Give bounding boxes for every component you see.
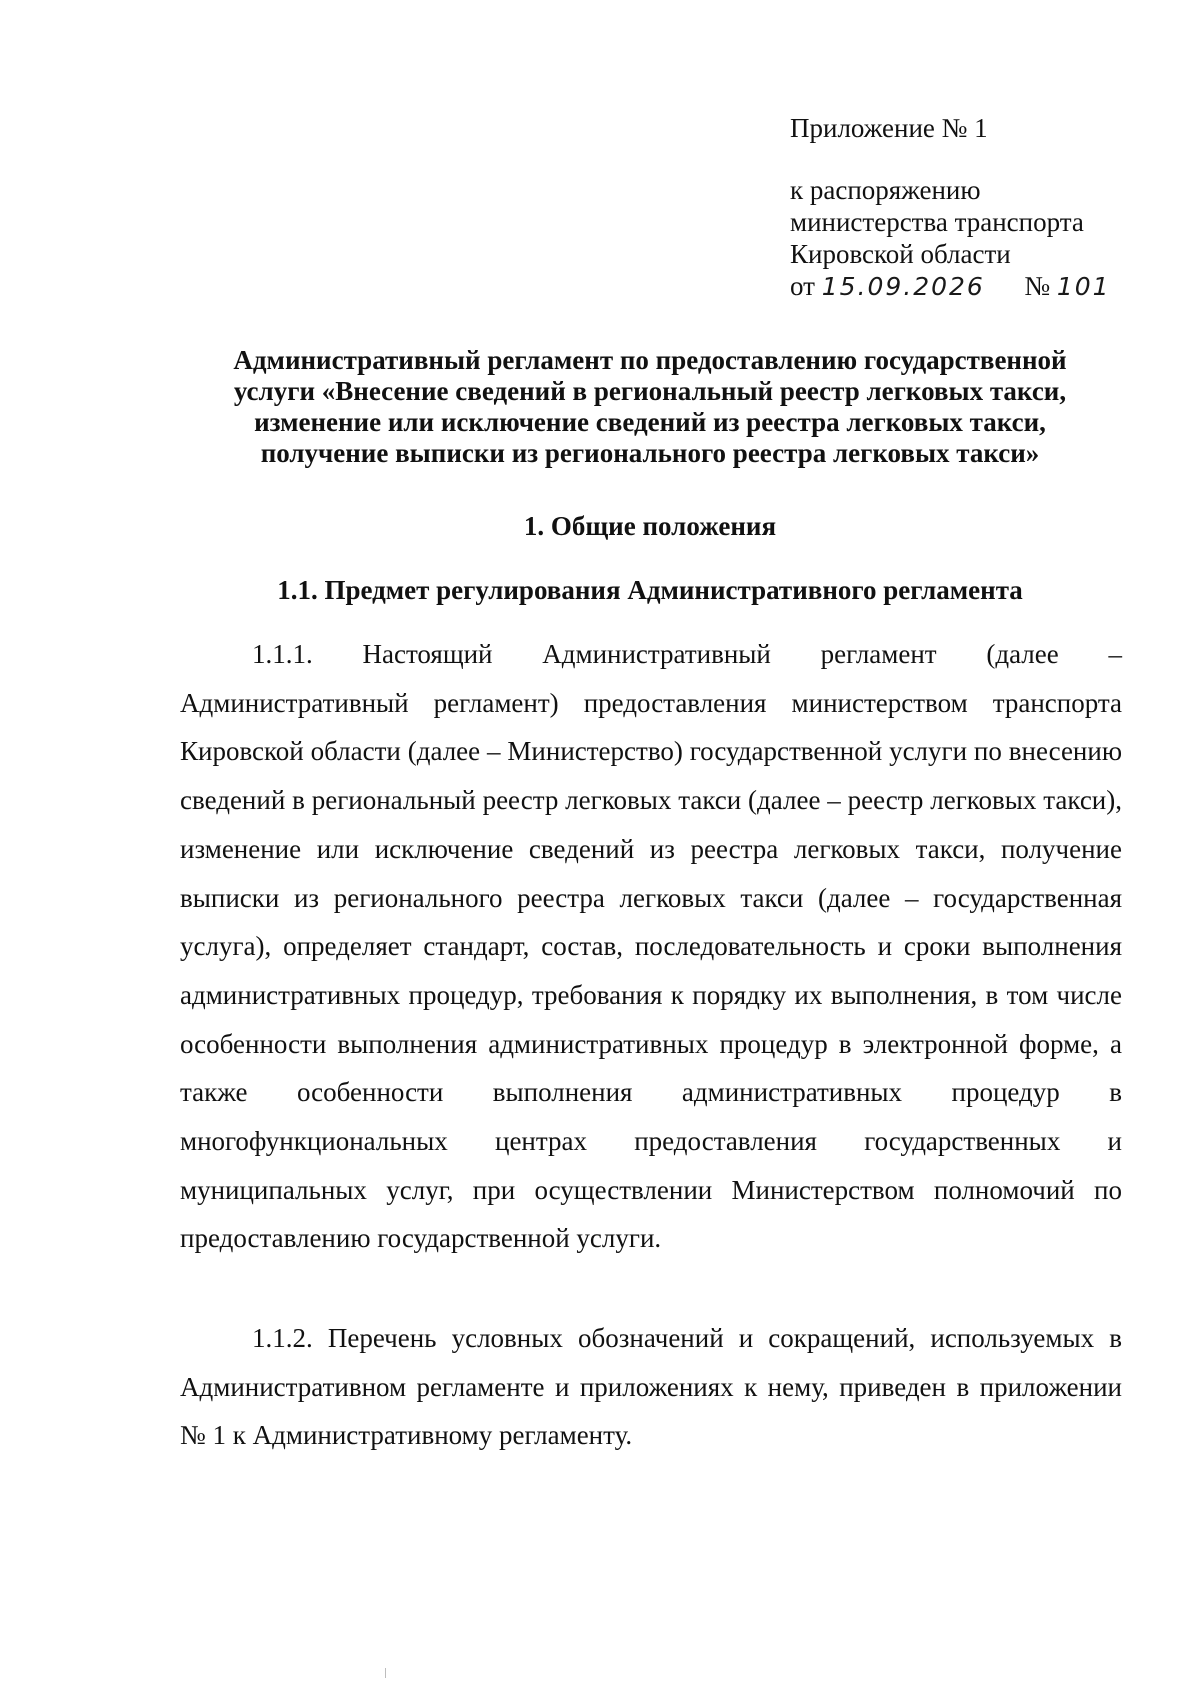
handwritten-date: 15.09.2026 [821, 272, 985, 301]
annex-header [790, 112, 1120, 303]
paragraph-1-1-2 [180, 1314, 1122, 1460]
document-title-line-1: Административный регламент по предоставлению государственной [233, 345, 1067, 375]
annex-line-3: Кировской области [790, 239, 1011, 269]
paragraph-text: 1.1.2. Перечень условных обозначений и сокращений, используемых в Административном регламенте и приложениях к нему, приведен в приложении № 1 к Административному регламенту. [180, 1323, 1122, 1451]
handwritten-number: 101 [1056, 272, 1111, 301]
document-title-line-3: изменение или исключение сведений из реестра легковых такси, [254, 407, 1046, 437]
section-heading: 1. Общие положения [523, 511, 777, 541]
annex-line-1: к распоряжению [790, 175, 981, 205]
subsection-heading: 1.1. Предмет регулирования Административного регламента [277, 575, 1023, 605]
document-title-line-4: получение выписки из регионального реестра легковых такси» [260, 438, 1040, 468]
document-title [200, 345, 1100, 469]
paragraph-text: 1.1.1. Настоящий Административный регламент (далее – Административный регламент) предоставления министерством транспорта Кировской области (далее – Министерство) государственной услуги по внесению сведений в региональный реестр легковых такси (далее – реестр легковых такси), изменение или исключение сведений из реестра легковых такси, получение выписки из регионального реестра легковых такси (далее – государственная услуга), определяет стандарт, состав, последовательность и сроки выполнения административных процедур, требования к порядку их выполнения, в том числе особенности выполнения административных процедур в электронной форме, а также особенности выполнения административных процедур в многофункциональных центрах предоставления государственных и муниципальных услуг, при осуществлении Министерством полномочий по предоставлению государственной услуги. [180, 639, 1122, 1254]
number-prefix: № [1024, 271, 1051, 301]
date-prefix: от [790, 271, 815, 301]
scan-mark [385, 1668, 386, 1678]
annex-title: Приложение № 1 [790, 113, 988, 143]
annex-date-line [790, 270, 1120, 303]
paragraph-1-1-1 [180, 630, 1122, 1263]
annex-line-2: министерства транспорта [790, 207, 1084, 237]
document-title-line-2: услуги «Внесение сведений в региональный реестр легковых такси, [233, 376, 1067, 406]
